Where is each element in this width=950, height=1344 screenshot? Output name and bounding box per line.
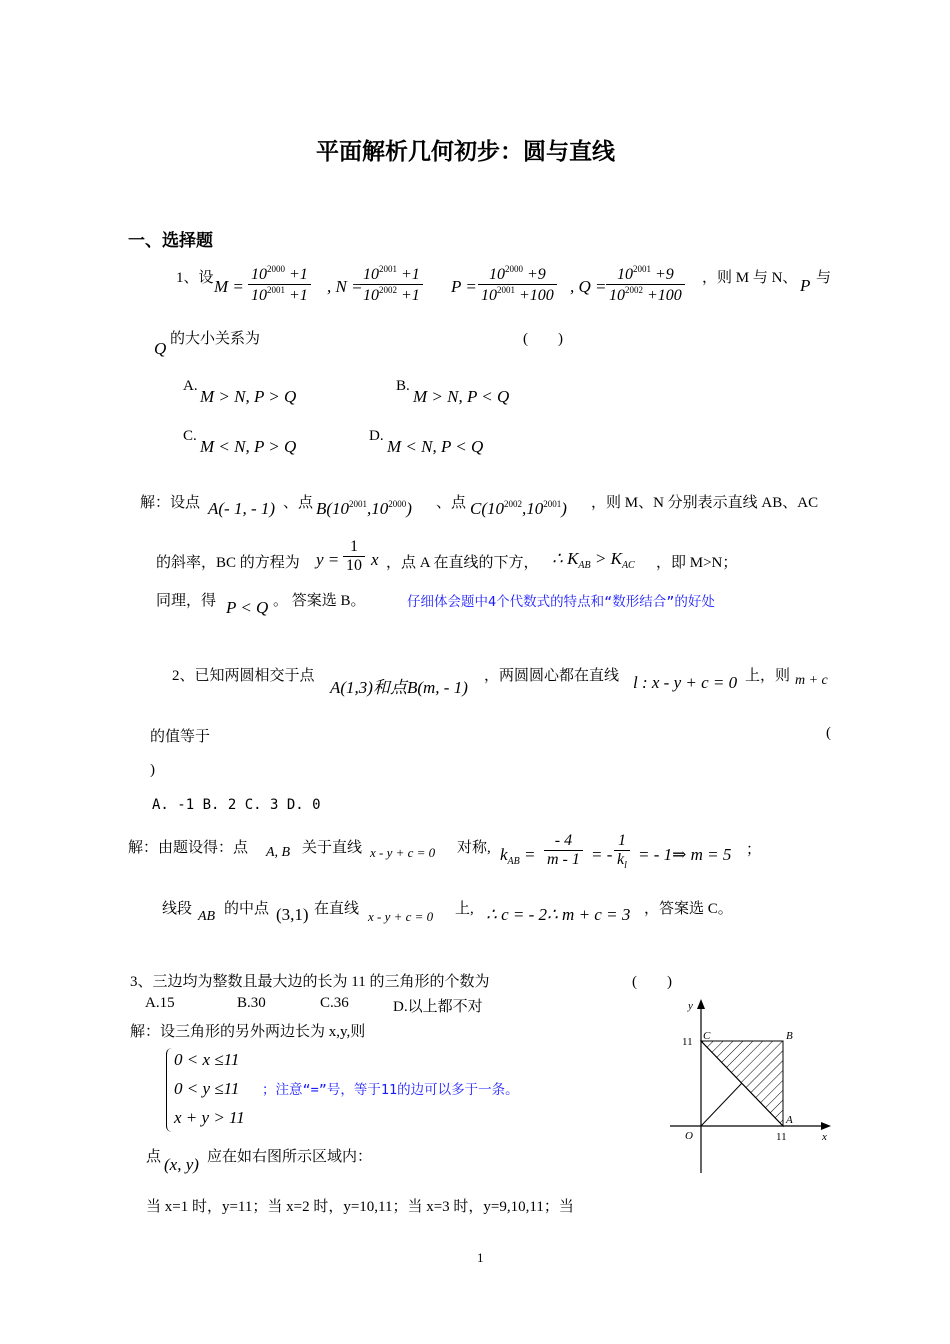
q1-P-numerator: $10^{2000} +9$ — [489, 264, 546, 283]
sol1-tail: ，则 M、N 分别表示直线 AB、AC — [591, 495, 819, 511]
point-B-label: B — [786, 1030, 793, 1042]
sol2-frac1-denominator: m - 1 — [544, 850, 583, 869]
sol2-AB: A, B — [266, 845, 291, 860]
sol2-semi: ； — [746, 842, 762, 858]
q1-M-fraction — [248, 264, 311, 305]
sol2-frac1 — [544, 832, 583, 869]
sol1-eq-denominator: 10 — [343, 556, 365, 575]
q1-Q-fraction — [606, 264, 685, 305]
q1-optC: M < N, P > Q — [200, 437, 297, 456]
y-axis-arrow — [697, 999, 705, 1009]
q1-P-fraction — [478, 264, 557, 305]
sol2-frac2-numerator: 1 — [617, 832, 626, 849]
page-title: 平面解析几何初步：圆与直线 — [316, 139, 615, 165]
q3-ineq-1: 0 < x ≤11 — [174, 1050, 240, 1069]
q1-tail-yu: 与 — [816, 270, 832, 286]
q3-line2-b: 应在如右图所示区域内： — [207, 1149, 373, 1165]
page-number: 1 — [477, 1250, 484, 1265]
sol1-line2-a: 的斜率，BC 的方程为 — [156, 555, 300, 571]
q3-line2-a: 点 — [146, 1149, 162, 1165]
q1-optA: M > N, P > Q — [200, 387, 297, 406]
x-tick-11: 11 — [776, 1131, 787, 1143]
sol2-line2-d: 上, — [455, 901, 474, 917]
q1-optB-label: B. — [396, 378, 410, 394]
q1-line2-Q: Q — [154, 339, 167, 358]
sol1-eq-x: x — [371, 550, 379, 569]
q1-N-denominator: $10^{2002} +1$ — [360, 284, 423, 305]
sol1-line3-a: 同理，得 — [156, 593, 217, 609]
sol1-note: 仔细体会题中4个代数式的特点和“数形结合”的好处 — [407, 594, 715, 610]
sol2-frac1-numerator: - 4 — [554, 832, 573, 849]
sol2-frac2-denominator: $k_l$ — [614, 850, 630, 871]
q3-option-a: A.15 — [145, 995, 175, 1011]
sol1-line2-b: ，点 A 在直线的下方， — [386, 555, 539, 571]
q3-brace — [166, 1048, 173, 1132]
sol2-line2-b: 的中点 — [224, 901, 270, 917]
x-label: x — [822, 1131, 827, 1143]
sol2-sym: 关于直线 — [302, 840, 363, 856]
q3-bracket: ( ) — [632, 974, 672, 990]
q1-optD: M < N, P < Q — [387, 437, 484, 456]
q1-answer-bracket: ( ) — [523, 331, 563, 347]
sol1-eq-fraction — [343, 538, 365, 575]
sol1-eq-y: y = — [316, 550, 340, 569]
sol1-slope-compare: ∴ $K_{AB} > K_{AC}$ — [552, 549, 635, 571]
q1-Q-denominator: $10^{2002} +100$ — [606, 284, 685, 305]
sol1-line3-b: P < Q — [226, 598, 269, 617]
q1-prefix: 1、设 — [176, 270, 214, 286]
sol2-line2-line: x - y + c = 0 — [368, 909, 434, 924]
q3-ineq-3: x + y > 11 — [174, 1108, 245, 1127]
q3-option-d: D.以上都不对 — [393, 999, 483, 1015]
q2-mid2: 上，则 — [745, 668, 791, 684]
q1-P-lhs: P = — [451, 277, 477, 296]
sol1-sep2: 、点 — [436, 495, 467, 511]
y-tick-11: 11 — [682, 1036, 693, 1048]
q2-ask: m + c — [795, 673, 828, 688]
line-OB — [701, 1083, 742, 1126]
q3-line3: 当 x=1 时，y=11；当 x=2 时，y=10,11；当 x=3 时，y=9,10,11；当 — [146, 1199, 574, 1215]
q1-N-fraction — [360, 264, 423, 305]
sol2-line2-a: 线段 — [162, 901, 193, 917]
q1-optB: M > N, P < Q — [413, 387, 510, 406]
x-axis-arrow — [821, 1122, 831, 1130]
q2-prefix: 2、已知两圆相交于点 — [172, 668, 315, 684]
q1-M-denominator: $10^{2001} +1$ — [248, 284, 311, 305]
q3-ineq-2: 0 < y ≤11 — [174, 1079, 240, 1098]
origin-label: O — [685, 1130, 693, 1142]
sol1-line2-d: ，即 M>N； — [656, 555, 738, 571]
q3-option-c: C.36 — [320, 995, 349, 1011]
point-C-label: C — [703, 1030, 711, 1042]
sol2-frac2 — [614, 832, 630, 871]
q2-bracket-open: ( — [826, 725, 831, 741]
q1-M-numerator: $10^{2000} +1$ — [251, 264, 308, 283]
q1-P-denominator: $10^{2001} +100$ — [478, 284, 557, 305]
q2-line: l : x - y + c = 0 — [633, 673, 738, 692]
q1-Q-numerator: $10^{2001} +9$ — [617, 264, 674, 283]
sol2-prefix: 解：由题设得：点 — [128, 840, 249, 856]
q3-note: ；注意“=”号，等于11的边可以多于一条。 — [262, 1082, 519, 1098]
sol1-point-B: $B(10^{2001},10^{2000})$ — [316, 499, 412, 518]
sol2-kab: $k_{AB}$ = — [500, 845, 536, 867]
q1-optC-label: C. — [183, 428, 197, 444]
section-heading: 一、选择题 — [128, 231, 213, 251]
sol2-line: x - y + c = 0 — [370, 845, 436, 860]
sol1-point-A: A(- 1, - 1) — [208, 499, 276, 518]
q1-line2-text: 的大小关系为 — [170, 331, 261, 347]
q3-sol-line1: 解：设三角形的另外两边长为 x,y,则 — [130, 1024, 366, 1040]
sol2-sym2: 对称, — [457, 840, 491, 856]
sol2-line2-e: ，答案选 C。 — [644, 901, 733, 917]
q1-N-lhs: , N = — [327, 277, 363, 296]
q1-N-numerator: $10^{2001} +1$ — [363, 264, 420, 283]
q2-line2: 的值等于 — [150, 729, 211, 745]
q3-option-b: B.30 — [237, 995, 266, 1011]
region-figure — [660, 995, 840, 1180]
q1-Q-lhs: , Q = — [570, 277, 607, 296]
sol1-line3-c: 。 答案选 B。 — [273, 593, 366, 609]
sol2-line2-c: 在直线 — [314, 901, 360, 917]
sol2-midpoint: (3,1) — [276, 905, 309, 924]
q1-tail: ，则 M 与 N、 — [702, 270, 798, 286]
q1-optA-label: A. — [183, 378, 198, 394]
q2-points: A(1,3)和点B(m, - 1) — [330, 678, 468, 697]
q1-M-lhs: M = — [214, 277, 244, 296]
point-A-label: A — [786, 1114, 793, 1126]
sol2-eq-res: = - 1⇒ m = 5 — [638, 845, 732, 864]
q2-options: A. -1 B. 2 C. 3 D. 0 — [152, 797, 321, 813]
sol2-line2-AB: AB — [198, 909, 216, 924]
q3-line2-point: (x, y) — [164, 1155, 199, 1174]
q3-text: 3、三边均为整数且最大边的长为 11 的三角形的个数为 — [130, 974, 490, 990]
sol1-prefix: 解：设点 — [140, 495, 201, 511]
sol1-eq-numerator: 1 — [350, 538, 358, 555]
sol1-sep1: 、点 — [283, 495, 314, 511]
q1-optD-label: D. — [369, 428, 384, 444]
q1-tail-P: P — [800, 276, 811, 295]
sol2-result: ∴ c = - 2∴ m + c = 3 — [486, 905, 631, 924]
q2-mid: ，两圆圆心都在直线 — [484, 668, 620, 684]
sol1-point-C: $C(10^{2002},10^{2001})$ — [470, 499, 567, 518]
y-label: y — [688, 1000, 693, 1012]
sol2-eq-mid: = - — [591, 845, 613, 864]
q2-bracket-close: ) — [150, 762, 155, 778]
